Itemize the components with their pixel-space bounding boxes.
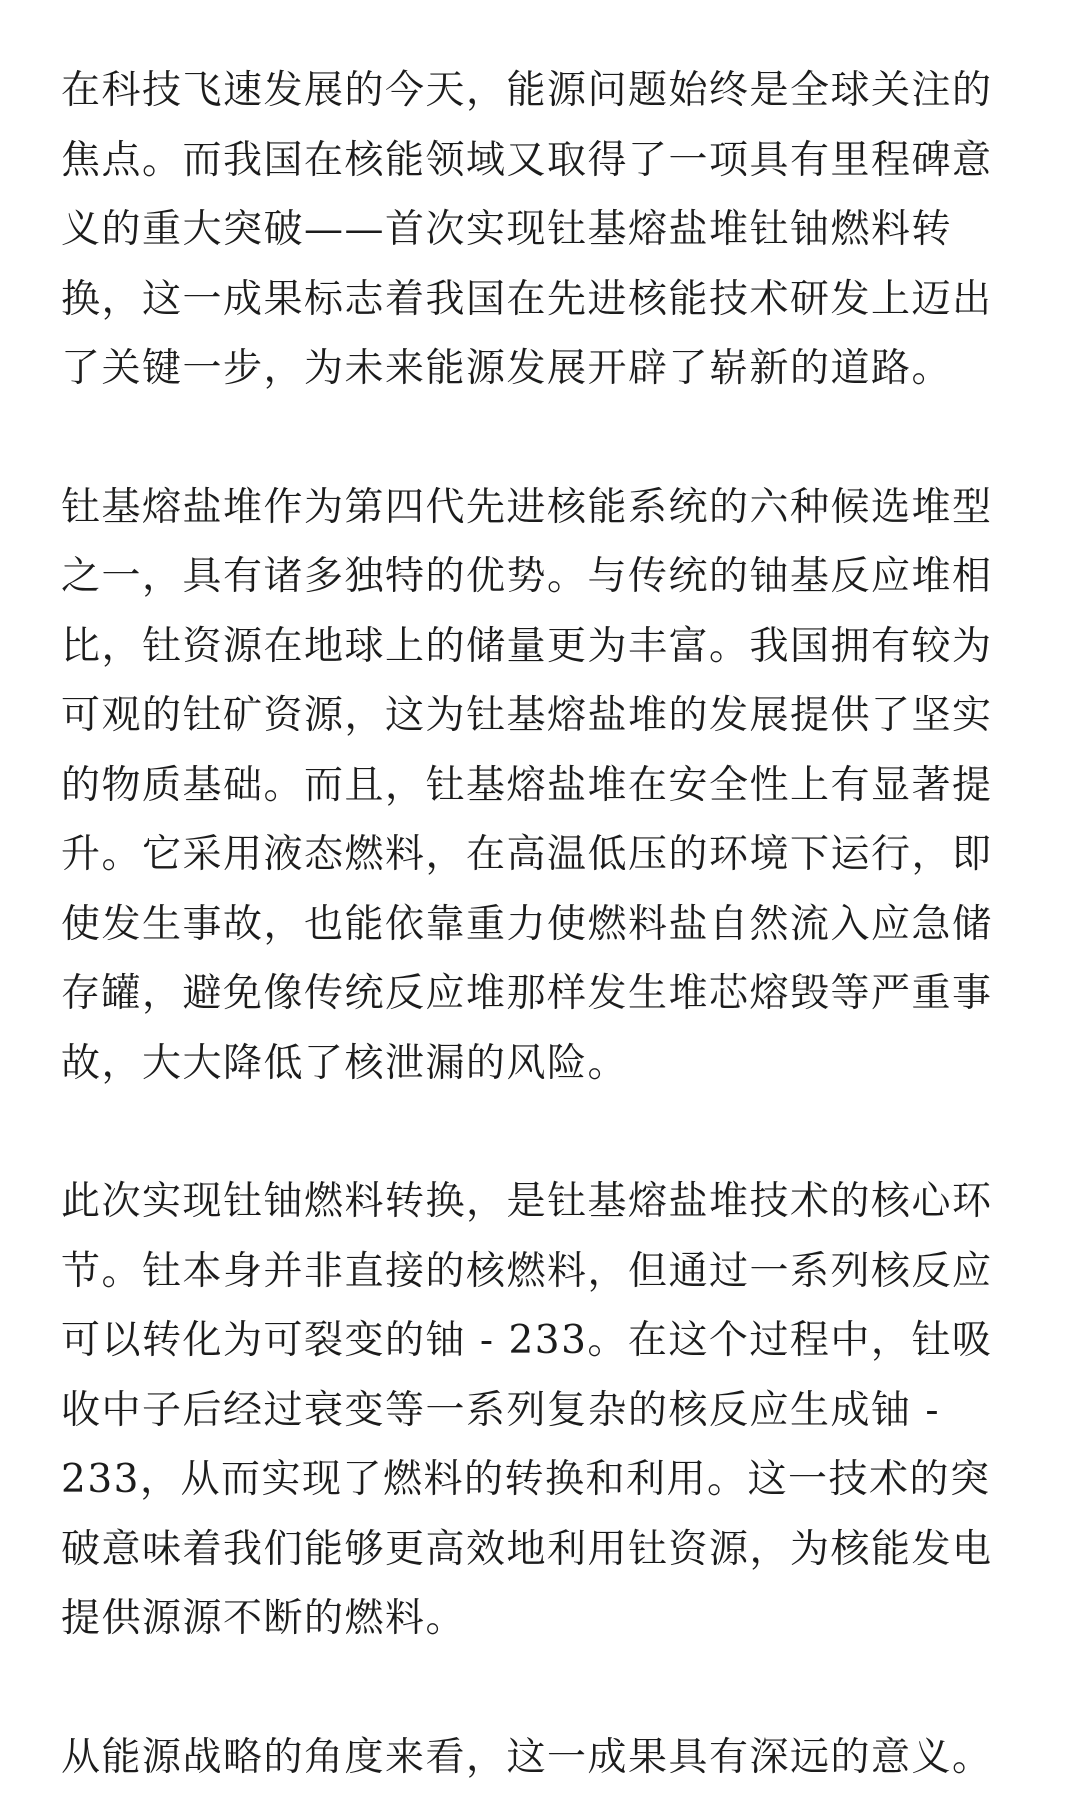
paragraph-intro: 在科技飞速发展的今天，能源问题始终是全球关注的焦点。而我国在核能领域又取得了一项具有里程碑意义的重大突破——首次实现钍基熔盐堆钍铀燃料转换，这一成果标志着我国在先进核能技术研发上迈出了关键一步，为未来能源发展开辟了崭新的道路。 bbox=[61, 68, 993, 391]
article-body bbox=[61, 56, 1021, 1792]
paragraph-strategy: 从能源战略的角度来看，这一成果具有深远的意义。 bbox=[61, 1734, 993, 1780]
paragraph-advantages: 钍基熔盐堆作为第四代先进核能系统的六种候选堆型之一，具有诸多独特的优势。与传统的铀基反应堆相比，钍资源在地球上的储量更为丰富。我国拥有较为可观的钍矿资源，这为钍基熔盐堆的发展提供了坚实的物质基础。而且，钍基熔盐堆在安全性上有显著提升。它采用液态燃料，在高温低压的环境下运行，即使发生事故，也能依靠重力使燃料盐自然流入应急储存罐，避免像传统反应堆那样发生堆芯熔毁等严重事故，大大降低了核泄漏的风险。 bbox=[61, 484, 993, 1086]
paragraph-fuel-conversion: 此次实现钍铀燃料转换，是钍基熔盐堆技术的核心环节。钍本身并非直接的核燃料，但通过一系列核反应可以转化为可裂变的铀 - 233。在这个过程中，钍吸收中子后经过衰变等一系列复杂的核反应生成铀 - 233，从而实现了燃料的转换和利用。这一技术的突破意味着我们能够更高效地利用钍资源，为核能发电提供源源不断的燃料。 bbox=[61, 1179, 993, 1641]
